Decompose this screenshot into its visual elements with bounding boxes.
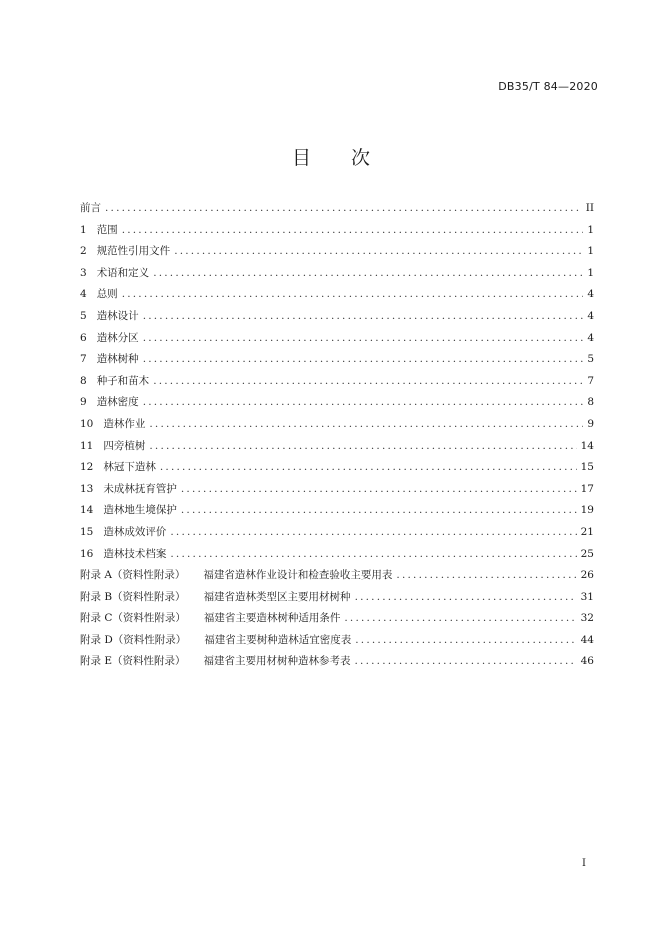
- toc-entry[interactable]: [80, 284, 594, 306]
- toc-entry-label: 福建省主要用材树种造林参考表: [203, 655, 351, 668]
- toc-entry[interactable]: [80, 500, 594, 522]
- toc-dot-leader: [122, 220, 584, 242]
- page-title-part1: 目: [291, 147, 311, 169]
- toc-entry[interactable]: [80, 198, 594, 220]
- table-of-contents: [80, 198, 594, 673]
- toc-entry[interactable]: [80, 328, 594, 350]
- toc-entry[interactable]: [80, 263, 594, 285]
- toc-entry-page: 1: [587, 223, 594, 236]
- toc-dot-leader: [170, 544, 576, 566]
- toc-entry-label: 造林分区: [96, 331, 139, 344]
- toc-entry[interactable]: [80, 479, 594, 501]
- toc-dot-leader: [181, 500, 577, 522]
- toc-entry-page: 5: [587, 353, 594, 366]
- toc-entry-page: 44: [580, 633, 594, 646]
- toc-entry-number: 16: [80, 547, 94, 560]
- toc-entry-label: 造林设计: [96, 309, 139, 322]
- toc-entry-number: 15: [80, 525, 94, 538]
- toc-entry-number: 14: [80, 504, 94, 517]
- toc-entry[interactable]: [80, 544, 594, 566]
- toc-dot-leader: [181, 479, 577, 501]
- toc-entry-label: 未成林抚育管护: [103, 482, 177, 495]
- toc-entry-number: 7: [80, 353, 87, 366]
- toc-entry-number: 5: [80, 309, 87, 322]
- toc-entry-label: 范围: [96, 223, 118, 236]
- toc-entry-label: 术语和定义: [96, 266, 150, 279]
- toc-entry[interactable]: [80, 436, 594, 458]
- toc-entry[interactable]: [80, 241, 594, 263]
- toc-entry-page: 4: [587, 331, 594, 344]
- toc-entry-label: 造林技术档案: [103, 547, 167, 560]
- toc-entry-number: 6: [80, 331, 87, 344]
- toc-entry-label: 总则: [96, 288, 118, 301]
- toc-entry-page: 1: [587, 245, 594, 258]
- toc-entry[interactable]: [80, 414, 594, 436]
- toc-entry-page: 8: [587, 396, 594, 409]
- toc-entry-label: 福建省主要树种造林适宜密度表: [204, 633, 352, 646]
- toc-entry[interactable]: [80, 587, 594, 609]
- toc-entry[interactable]: [80, 349, 594, 371]
- toc-dot-leader: [143, 306, 584, 328]
- toc-entry-page: 25: [580, 547, 594, 560]
- toc-entry-page: 4: [587, 309, 594, 322]
- toc-entry[interactable]: [80, 651, 594, 673]
- toc-entry-page: 15: [580, 461, 594, 474]
- toc-entry-label: 造林树种: [96, 353, 139, 366]
- toc-entry-page: II: [585, 202, 594, 214]
- toc-dot-leader: [149, 414, 583, 436]
- toc-entry-page: 1: [587, 266, 594, 279]
- toc-entry-label: 福建省造林作业设计和检查验收主要用表: [203, 569, 393, 582]
- toc-entry[interactable]: [80, 565, 594, 587]
- page-title: [0, 143, 662, 170]
- toc-entry-page: 21: [580, 525, 594, 538]
- toc-dot-leader: [143, 328, 584, 350]
- toc-entry-number: 1: [80, 223, 87, 236]
- toc-entry[interactable]: [80, 630, 594, 652]
- toc-dot-leader: [396, 565, 576, 587]
- toc-entry-label: 福建省主要造林树种适用条件: [203, 612, 341, 625]
- toc-entry-page: 9: [587, 417, 594, 430]
- toc-entry[interactable]: [80, 522, 594, 544]
- toc-dot-leader: [355, 651, 577, 673]
- toc-entry-label: 福建省造林类型区主要用材树种: [203, 590, 351, 603]
- toc-entry-number: 4: [80, 288, 87, 301]
- toc-entry-page: 32: [580, 612, 594, 625]
- toc-entry-label: 造林作业: [103, 417, 146, 430]
- toc-entry-number: 10: [80, 417, 94, 430]
- toc-entry-number: 2: [80, 245, 87, 258]
- toc-entry-label: 造林密度: [96, 396, 139, 409]
- toc-entry-page: 7: [587, 374, 594, 387]
- standard-code: DB35/T 84—2020: [498, 80, 598, 93]
- toc-entry[interactable]: [80, 392, 594, 414]
- toc-dot-leader: [160, 457, 577, 479]
- toc-entry-number: 附录 E（资料性附录）: [80, 655, 186, 668]
- toc-entry-number: 3: [80, 266, 87, 279]
- toc-entry-label: 规范性引用文件: [96, 245, 171, 258]
- toc-dot-leader: [153, 263, 583, 285]
- toc-entry-page: 4: [587, 288, 594, 301]
- toc-dot-leader: [143, 392, 584, 414]
- toc-entry-page: 46: [580, 655, 594, 668]
- toc-entry-label: 种子和苗木: [96, 374, 150, 387]
- toc-entry-number: 12: [80, 461, 94, 474]
- toc-entry-number: 11: [80, 439, 94, 452]
- toc-entry[interactable]: [80, 608, 594, 630]
- toc-entry[interactable]: [80, 457, 594, 479]
- toc-entry-number: 附录 A（资料性附录）: [80, 569, 186, 582]
- toc-dot-leader: [344, 608, 576, 630]
- toc-dot-leader: [143, 349, 584, 371]
- toc-dot-leader: [122, 284, 584, 306]
- toc-dot-leader: [149, 436, 576, 458]
- toc-dot-leader: [355, 587, 577, 609]
- toc-entry-number: 13: [80, 482, 94, 495]
- page-number: I: [582, 858, 586, 869]
- toc-entry[interactable]: [80, 306, 594, 328]
- toc-entry[interactable]: [80, 371, 594, 393]
- toc-entry-label: 四旁植树: [103, 439, 146, 452]
- toc-entry-number: 9: [80, 396, 87, 409]
- toc-entry-number: 8: [80, 374, 87, 387]
- toc-entry-number: 附录 C（资料性附录）: [80, 612, 186, 625]
- toc-entry-label: 造林成效评价: [103, 525, 167, 538]
- toc-entry-label: 造林地生境保护: [103, 504, 177, 517]
- toc-entry[interactable]: [80, 220, 594, 242]
- toc-entry-page: 26: [580, 569, 594, 582]
- toc-dot-leader: [170, 522, 576, 544]
- toc-entry-page: 19: [580, 504, 594, 517]
- page-title-part2: 次: [351, 147, 371, 169]
- toc-entry-number: 附录 B（资料性附录）: [80, 590, 186, 603]
- toc-entry-page: 17: [580, 482, 594, 495]
- toc-dot-leader: [153, 371, 583, 393]
- toc-dot-leader: [105, 198, 582, 220]
- toc-entry-label: 前言: [80, 202, 101, 214]
- toc-entry-label: 林冠下造林: [103, 461, 156, 474]
- toc-dot-leader: [355, 630, 576, 652]
- toc-dot-leader: [174, 241, 583, 263]
- toc-entry-page: 14: [580, 439, 594, 452]
- toc-entry-number: 附录 D（资料性附录）: [80, 633, 187, 646]
- toc-entry-page: 31: [580, 590, 594, 603]
